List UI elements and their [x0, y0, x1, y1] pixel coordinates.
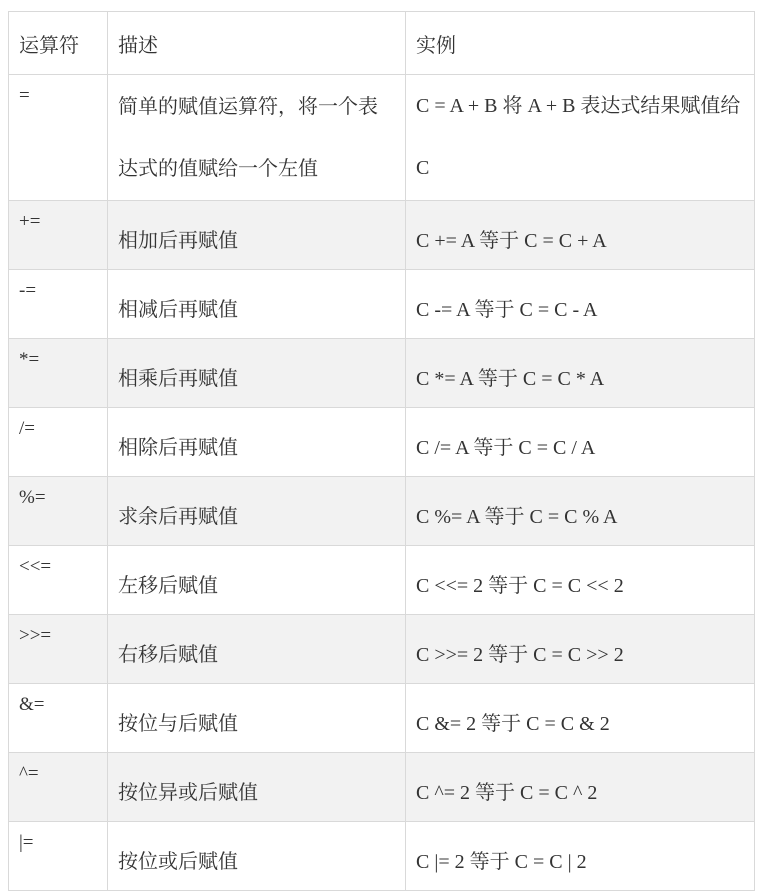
table-row: [9, 615, 755, 684]
operator-symbol: ^=: [19, 763, 39, 784]
operator-example: C %= A 等于 C = C % A: [416, 505, 618, 528]
operator-example: C /= A 等于 C = C / A: [416, 436, 596, 459]
example-cell: [406, 546, 755, 615]
operator-description: 简单的赋值运算符，将一个表达式的值赋给一个左值: [118, 94, 378, 180]
assignment-operators-table: [8, 11, 755, 891]
operator-symbol: /=: [19, 418, 35, 439]
operator-description: 左移后赋值: [118, 572, 218, 597]
operator-description: 相除后再赋值: [118, 434, 238, 459]
example-cell: [406, 201, 755, 270]
operator-description: 按位或后赋值: [118, 848, 238, 873]
operator-description: 相乘后再赋值: [118, 365, 238, 390]
operator-description: 求余后再赋值: [118, 503, 238, 528]
operator-cell: [9, 477, 108, 546]
description-cell: [108, 753, 406, 822]
table-row: [9, 408, 755, 477]
operator-symbol: =: [19, 85, 30, 106]
operator-symbol: +=: [19, 211, 41, 232]
operator-description: 相减后再赋值: [118, 296, 238, 321]
description-cell: [108, 684, 406, 753]
header-description: 描述: [108, 12, 406, 75]
operator-cell: [9, 546, 108, 615]
operator-example: C *= A 等于 C = C * A: [416, 367, 605, 390]
description-cell: [108, 546, 406, 615]
operator-description: 右移后赋值: [118, 641, 218, 666]
operator-cell: [9, 339, 108, 408]
operator-symbol: <<=: [19, 556, 52, 577]
operator-example: C ^= 2 等于 C = C ^ 2: [416, 781, 598, 804]
example-cell: [406, 684, 755, 753]
operator-cell: [9, 822, 108, 891]
example-cell: [406, 408, 755, 477]
operator-example: C |= 2 等于 C = C | 2: [416, 850, 587, 873]
example-cell: [406, 753, 755, 822]
header-operator: 运算符: [9, 12, 108, 75]
operator-symbol: *=: [19, 349, 40, 370]
description-cell: [108, 408, 406, 477]
operator-symbol: -=: [19, 280, 37, 301]
example-cell: [406, 822, 755, 891]
operator-description: 按位与后赋值: [118, 710, 238, 735]
table-header-row: [9, 12, 755, 75]
table-row: [9, 339, 755, 408]
operator-cell: [9, 615, 108, 684]
operator-symbol: %=: [19, 487, 46, 508]
table-row: [9, 75, 755, 201]
operator-cell: [9, 201, 108, 270]
description-cell: [108, 270, 406, 339]
description-cell: [108, 615, 406, 684]
table-row: [9, 546, 755, 615]
operator-symbol: |=: [19, 832, 34, 853]
operator-cell: [9, 75, 108, 201]
operator-example: C += A 等于 C = C + A: [416, 229, 607, 252]
operator-example: C -= A 等于 C = C - A: [416, 298, 598, 321]
header-example: 实例: [406, 12, 755, 75]
operator-symbol: &=: [19, 694, 45, 715]
description-cell: [108, 477, 406, 546]
description-cell: [108, 75, 406, 201]
example-cell: [406, 477, 755, 546]
example-cell: [406, 270, 755, 339]
operator-cell: [9, 408, 108, 477]
description-cell: [108, 201, 406, 270]
description-cell: [108, 339, 406, 408]
operator-cell: [9, 684, 108, 753]
table-row: [9, 270, 755, 339]
description-cell: [108, 822, 406, 891]
example-cell: [406, 75, 755, 201]
operator-description: 相加后再赋值: [118, 227, 238, 252]
table-row: [9, 822, 755, 891]
operator-cell: [9, 270, 108, 339]
operator-example: C >>= 2 等于 C = C >> 2: [416, 643, 624, 666]
operator-description: 按位异或后赋值: [118, 779, 258, 804]
example-cell: [406, 615, 755, 684]
table-row: [9, 684, 755, 753]
operator-symbol: >>=: [19, 625, 52, 646]
table-row: [9, 753, 755, 822]
operator-example: C &= 2 等于 C = C & 2: [416, 712, 610, 735]
operator-example: C = A + B 将 A + B 表达式结果赋值给 C: [416, 95, 741, 179]
operator-cell: [9, 753, 108, 822]
table-row: [9, 477, 755, 546]
example-cell: [406, 339, 755, 408]
operator-example: C <<= 2 等于 C = C << 2: [416, 574, 624, 597]
table-row: [9, 201, 755, 270]
